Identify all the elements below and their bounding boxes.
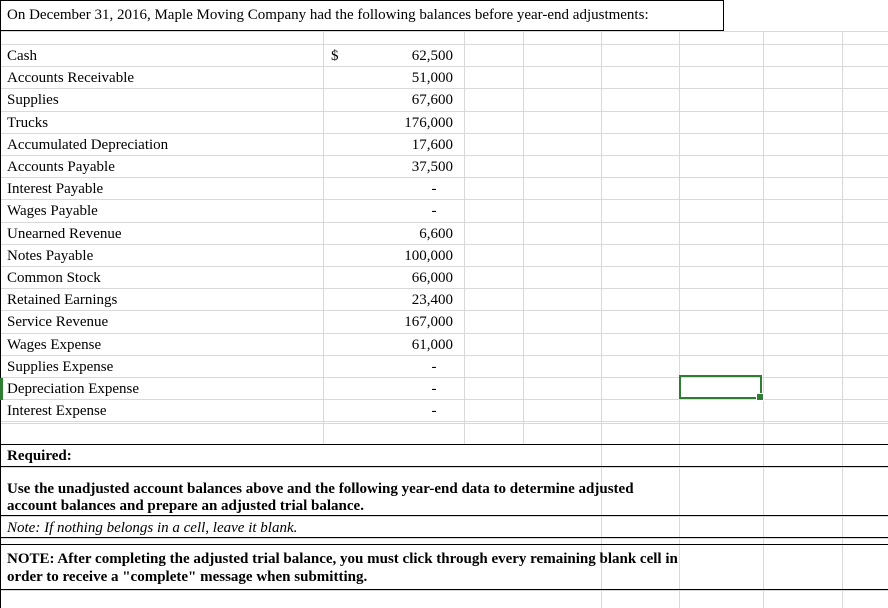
instruction-line-1: Use the unadjusted account balances above and the following year-end data to determine adjusted (7, 481, 634, 497)
account-amount[interactable]: 167,000 (404, 314, 453, 330)
completion-note-line-2: order to receive a "complete" message when submitting. (7, 569, 368, 585)
account-name: Interest Expense (7, 403, 107, 419)
account-name: Accounts Payable (7, 159, 115, 175)
account-amount[interactable]: 176,000 (404, 115, 453, 131)
account-amount[interactable]: 17,600 (411, 137, 453, 153)
account-amount[interactable]: 37,500 (411, 159, 453, 175)
account-name: Unearned Revenue (7, 226, 122, 242)
account-name: Accounts Receivable (7, 70, 135, 86)
account-amount[interactable]: 67,600 (411, 92, 453, 108)
account-name: Common Stock (7, 270, 101, 286)
account-amount[interactable]: 61,000 (411, 337, 453, 353)
account-amount[interactable]: - (431, 359, 437, 375)
account-name: Depreciation Expense (7, 381, 140, 397)
account-name: Retained Earnings (7, 292, 118, 308)
selected-cell[interactable] (679, 375, 762, 399)
currency-symbol: $ (331, 48, 339, 64)
account-name: Service Revenue (7, 314, 109, 330)
account-amount[interactable]: - (431, 381, 437, 397)
account-name: Accumulated Depreciation (7, 137, 169, 153)
account-name: Supplies (7, 92, 59, 108)
account-name: Wages Payable (7, 203, 98, 219)
account-amount[interactable]: 66,000 (411, 270, 453, 286)
account-amount[interactable]: - (431, 203, 437, 219)
account-amount[interactable]: 62,500 (411, 48, 453, 64)
account-amount[interactable]: 6,600 (419, 226, 453, 242)
account-name: Cash (7, 48, 37, 64)
required-label: Required: (7, 448, 72, 464)
account-amount[interactable]: - (431, 181, 437, 197)
completion-note-line-1: NOTE: After completing the adjusted trial balance, you must click through every remaining blank cell in (7, 551, 678, 567)
note-text: Note: If nothing belongs in a cell, leave it blank. (7, 520, 298, 536)
account-amount[interactable]: 51,000 (411, 70, 453, 86)
account-name: Wages Expense (7, 337, 102, 353)
instruction-line-2: account balances and prepare an adjusted trial balance. (7, 498, 364, 514)
intro-text: On December 31, 2016, Maple Moving Company had the following balances before year-end adjustments: (7, 7, 649, 23)
fill-handle[interactable] (756, 393, 764, 401)
account-name: Notes Payable (7, 248, 94, 264)
account-name: Interest Payable (7, 181, 104, 197)
account-amount[interactable]: 100,000 (404, 248, 453, 264)
account-name: Trucks (7, 115, 49, 131)
account-amount[interactable]: 23,400 (411, 292, 453, 308)
account-name: Supplies Expense (7, 359, 114, 375)
row-marker (0, 378, 3, 400)
account-amount[interactable]: - (431, 403, 437, 419)
